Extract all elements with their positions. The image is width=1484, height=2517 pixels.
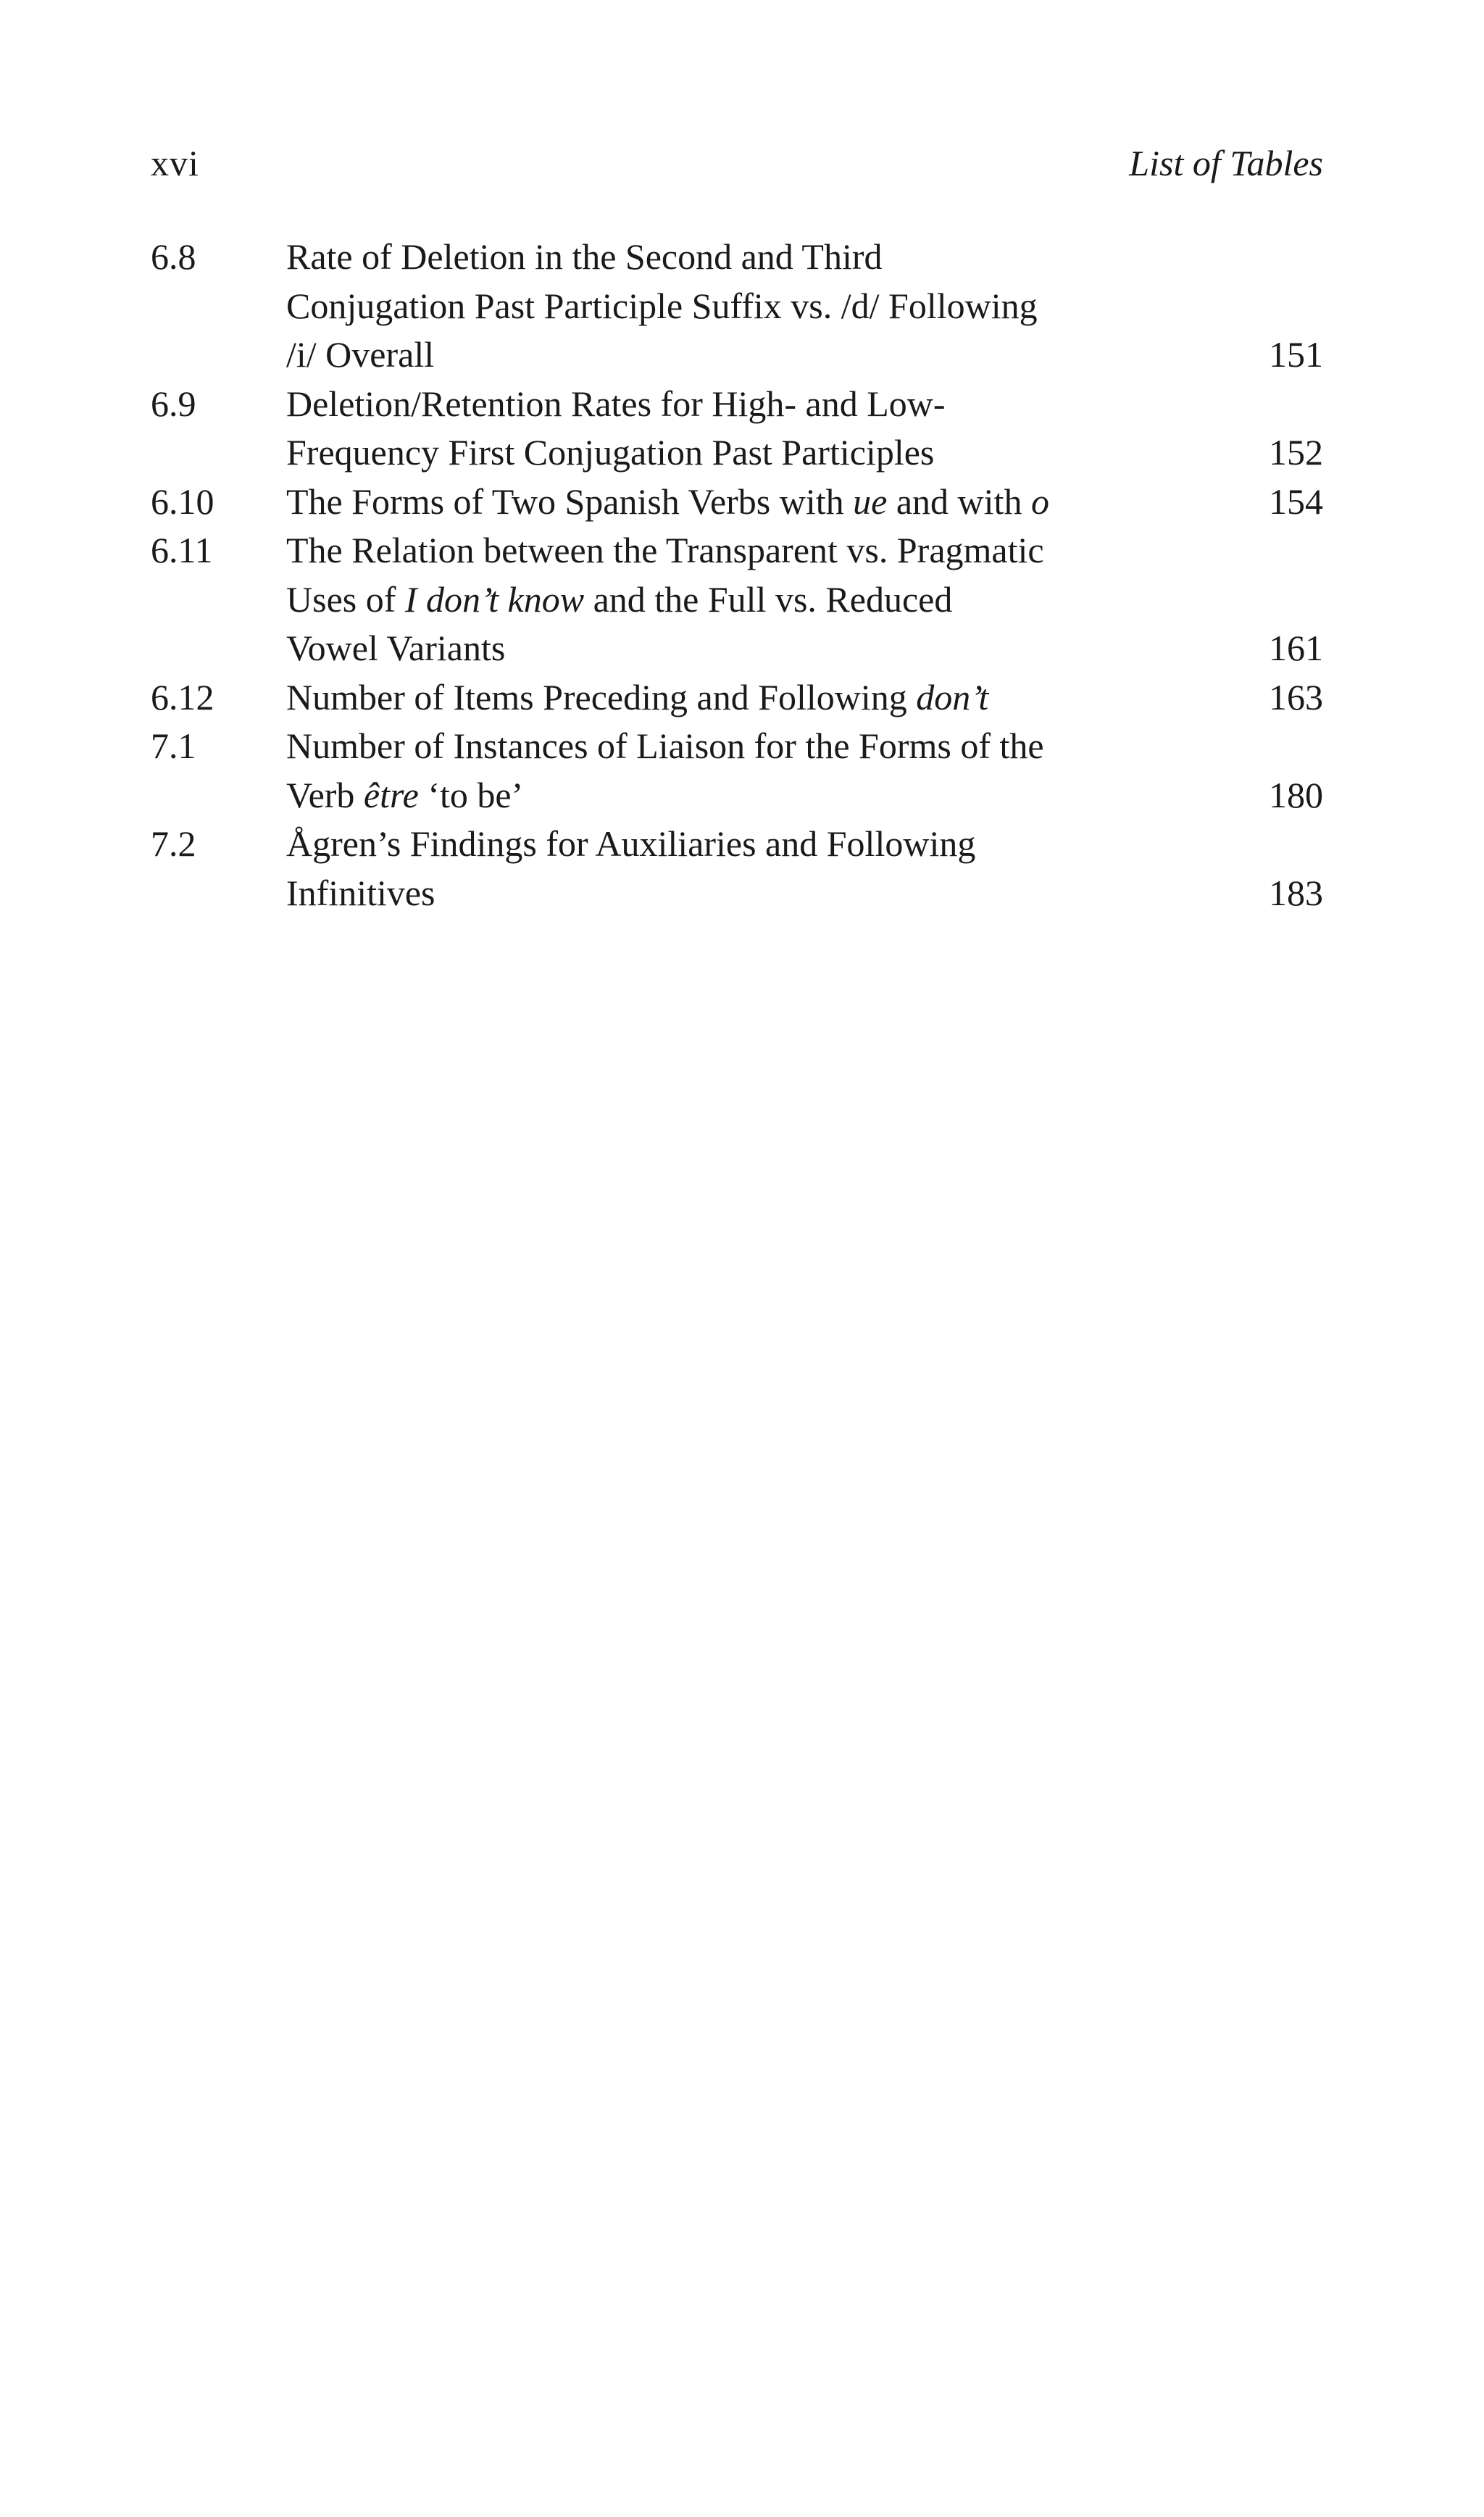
entry-title-line: The Relation between the Transparent vs. Pragmatic xyxy=(286,530,1044,570)
title-text: and with xyxy=(887,480,1031,522)
entry-title xyxy=(286,526,1199,673)
table-entry-6-11 xyxy=(151,526,1323,673)
entry-title-line xyxy=(286,478,1199,527)
entry-title-line xyxy=(286,673,1199,723)
entry-number: 6.11 xyxy=(151,530,213,570)
entry-title-line: Deletion/Retention Rates for High- and Low- xyxy=(286,383,946,424)
entry-title xyxy=(286,820,1199,918)
page-number: xvi xyxy=(151,143,199,183)
entry-page-number: 154 xyxy=(1269,480,1323,522)
entry-number: 7.2 xyxy=(151,823,196,864)
entry-page-number: 180 xyxy=(1269,774,1323,815)
section-title: List of Tables xyxy=(1129,143,1323,183)
title-text: Verb xyxy=(286,774,364,815)
title-italic-text: être xyxy=(363,774,419,815)
running-head xyxy=(151,138,1323,188)
table-entry-7-2 xyxy=(151,820,1323,918)
title-italic-text: don’t xyxy=(916,676,989,717)
table-entry-6-9 xyxy=(151,380,1323,478)
entry-number: 7.1 xyxy=(151,725,196,766)
entry-title xyxy=(286,722,1199,820)
entry-title-line: Ågren’s Findings for Auxiliaries and Following xyxy=(286,823,976,864)
entry-title-line: Infinitives xyxy=(286,872,435,913)
table-entry-6-10 xyxy=(151,478,1323,527)
entry-title xyxy=(286,233,1199,380)
title-italic-text: I don’t know xyxy=(404,578,585,620)
title-text: ‘to be’ xyxy=(418,774,524,815)
title-text: Number of Items Preceding and Following xyxy=(286,676,917,717)
entry-number: 6.12 xyxy=(151,676,214,717)
entry-title-line: Frequency First Conjugation Past Participles xyxy=(286,432,935,473)
entry-title-line: Rate of Deletion in the Second and Third xyxy=(286,236,883,277)
entry-title xyxy=(286,380,1199,478)
title-text: and the Full vs. Reduced xyxy=(584,578,953,620)
entry-page-number: 151 xyxy=(1269,334,1323,375)
entry-page-number: 183 xyxy=(1269,872,1323,913)
entry-title xyxy=(286,478,1199,527)
entry-title xyxy=(286,673,1199,723)
entry-number: 6.9 xyxy=(151,383,196,424)
entry-title-line xyxy=(286,575,1199,625)
title-italic-text: ue xyxy=(853,480,888,522)
entry-page-number: 163 xyxy=(1269,676,1323,717)
title-text: Uses of xyxy=(286,578,405,620)
table-entry-6-12 xyxy=(151,673,1323,723)
title-italic-text: o xyxy=(1030,480,1049,522)
entry-page-number: 152 xyxy=(1269,432,1323,473)
entry-title-line: Conjugation Past Participle Suffix vs. /d/ Following xyxy=(286,285,1038,326)
entry-title-line: Vowel Variants xyxy=(286,628,506,668)
table-entry-7-1 xyxy=(151,722,1323,820)
table-entry-6-8 xyxy=(151,233,1323,380)
entry-page-number: 161 xyxy=(1269,628,1323,668)
entry-title-line: /i/ Overall xyxy=(286,334,435,375)
entry-number: 6.8 xyxy=(151,236,196,277)
title-text: The Forms of Two Spanish Verbs with xyxy=(286,480,854,522)
list-of-tables xyxy=(151,233,1323,918)
entry-number: 6.10 xyxy=(151,480,214,522)
entry-title-line: Number of Instances of Liaison for the Forms of the xyxy=(286,725,1044,766)
entry-title-line xyxy=(286,771,1199,820)
